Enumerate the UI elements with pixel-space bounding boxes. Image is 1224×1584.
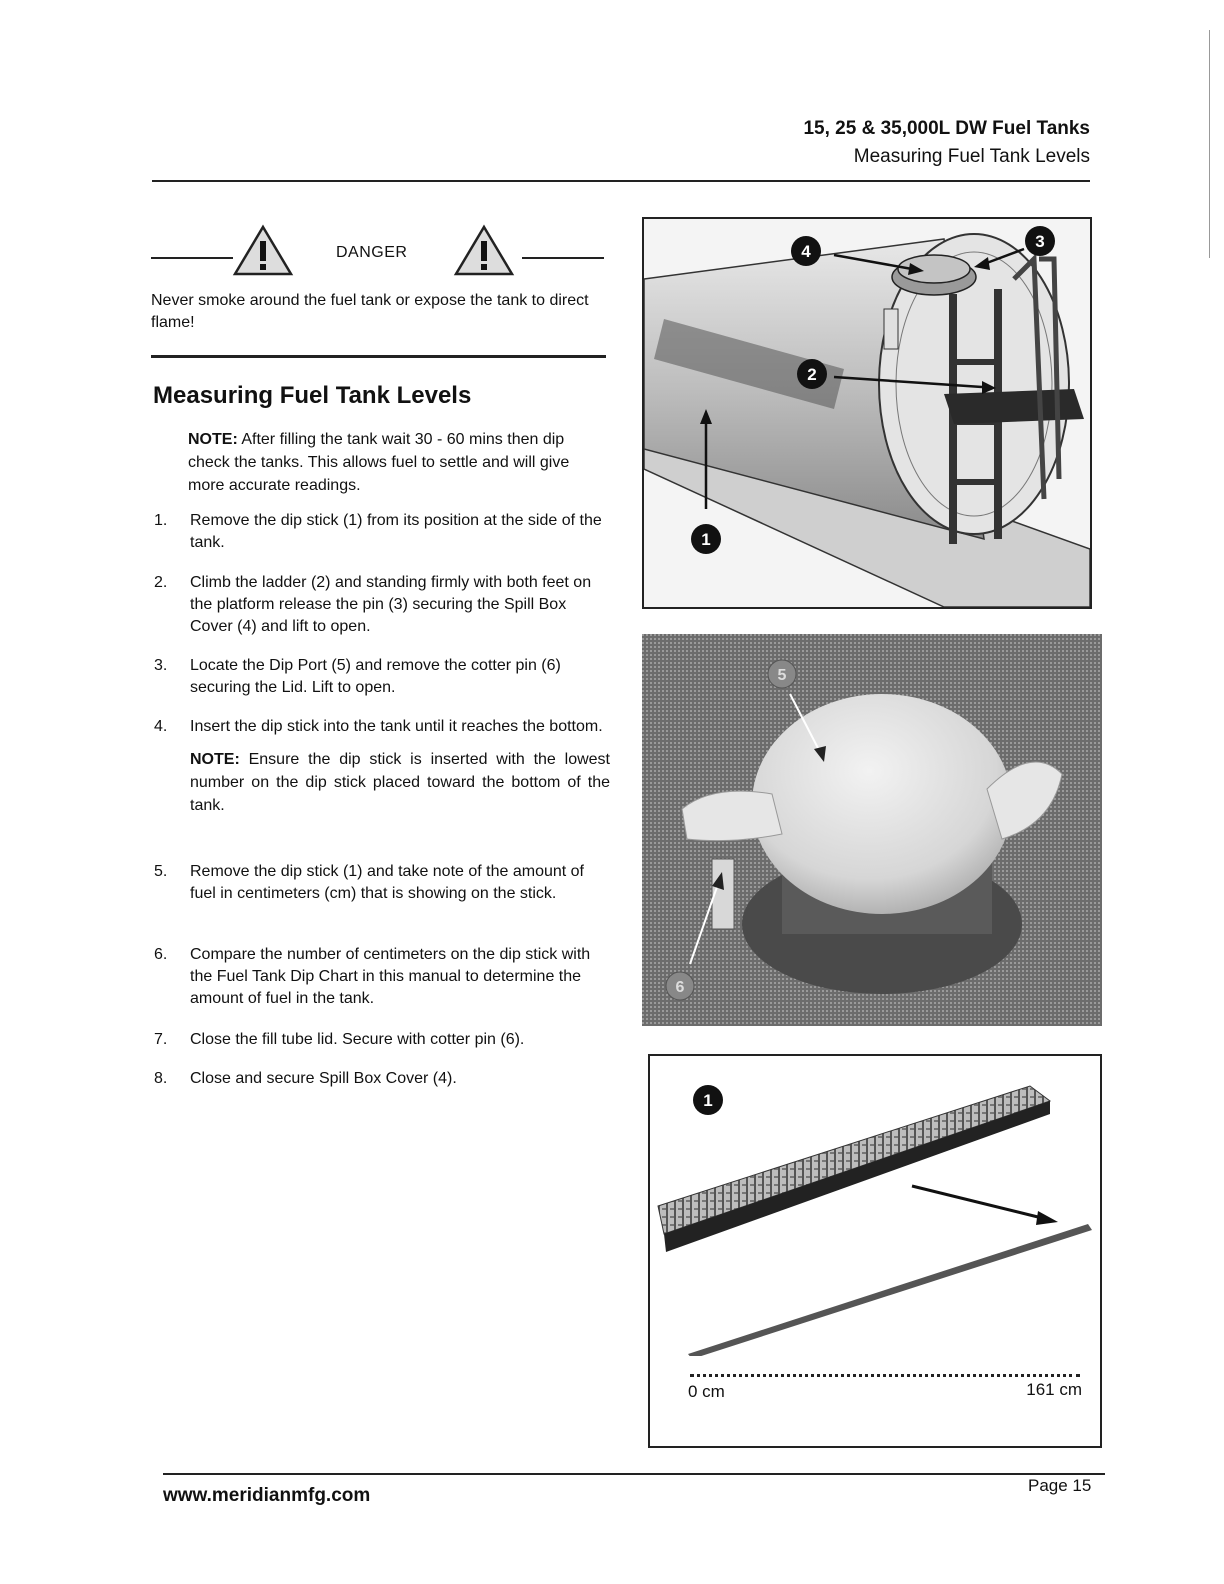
- warning-icon: [232, 224, 294, 276]
- footer-rule: [163, 1473, 1105, 1475]
- scale-min-label: 0 cm: [688, 1382, 725, 1401]
- step-text: Compare the number of centimeters on the dip stick with the Fuel Tank Dip Chart in this manual to determine the amount of fuel in the tank.: [190, 946, 591, 1007]
- step-5: [154, 861, 610, 905]
- step-7: [154, 1029, 610, 1051]
- step-number: 1.: [154, 512, 168, 529]
- callout-5: [768, 660, 796, 688]
- scale-max-label: 161 cm: [1026, 1380, 1082, 1399]
- callout-3: [1025, 226, 1055, 256]
- step-text: Remove the dip stick (1) from its position at the side of the tank.: [190, 512, 602, 551]
- footer-url[interactable]: www.meridianmfg.com: [163, 1485, 371, 1506]
- danger-label: DANGER: [336, 244, 408, 261]
- note-text: After filling the tank wait 30 - 60 mins then dip check the tanks. This allows fuel to settle and will give more accurate readings.: [188, 431, 570, 494]
- step-text: Insert the dip stick into the tank until it reaches the bottom.: [190, 718, 603, 735]
- step-6: [154, 944, 610, 1010]
- danger-line-left: [151, 257, 233, 259]
- tank-illustration: [644, 219, 1090, 607]
- page-number: Page 15: [1028, 1476, 1092, 1495]
- danger-rule: [151, 355, 606, 358]
- step-text: Climb the ladder (2) and standing firmly with both feet on the platform release the pin (3) securing the Spill Box Cover (4) and lift to open.: [190, 574, 592, 635]
- dip-port-photo: [642, 634, 1102, 1026]
- callout-4: [791, 236, 821, 266]
- callout-label: 3: [1035, 232, 1045, 251]
- danger-line-right: [522, 257, 604, 259]
- callout-label: 1: [703, 1091, 713, 1110]
- document-subtitle: Measuring Fuel Tank Levels: [853, 146, 1090, 167]
- callout-label: 5: [777, 667, 787, 684]
- step-number: 8.: [154, 1070, 168, 1087]
- note-after-filling: [188, 428, 608, 497]
- scan-edge-line: [1209, 30, 1210, 258]
- step-number: 3.: [154, 657, 168, 674]
- step-number: 6.: [154, 946, 168, 963]
- callout-label: 6: [675, 979, 685, 996]
- note-text: Ensure the dip stick is inserted with the lowest number on the dip stick placed toward the bottom of the tank.: [190, 751, 610, 814]
- document-title: 15, 25 & 35,000L DW Fuel Tanks: [803, 118, 1090, 139]
- step-text: Locate the Dip Port (5) and remove the cotter pin (6) securing the Lid. Lift to open.: [190, 657, 561, 696]
- step-text: Close and secure Spill Box Cover (4).: [190, 1070, 457, 1087]
- step-text: Close the fill tube lid. Secure with cotter pin (6).: [190, 1031, 525, 1048]
- step-number: 5.: [154, 863, 168, 880]
- step-3: [154, 655, 610, 699]
- section-title: Measuring Fuel Tank Levels: [153, 382, 472, 409]
- step-8: [154, 1068, 610, 1090]
- warning-icon: [453, 224, 515, 276]
- dip-stick-illustration: [650, 1056, 1100, 1356]
- note-label: NOTE:: [188, 431, 238, 448]
- step-number: 4.: [154, 718, 168, 735]
- step-1: [154, 510, 610, 554]
- dip-stick-figure: [648, 1054, 1102, 1448]
- callout-label: 4: [801, 242, 811, 261]
- step-text: Remove the dip stick (1) and take note of the amount of fuel in centimeters (cm) that is showing on the stick.: [190, 863, 584, 902]
- step-4: [154, 716, 610, 738]
- note-dip-stick: [190, 748, 610, 817]
- callout-label: 2: [807, 365, 817, 384]
- step-number: 2.: [154, 574, 168, 591]
- tank-overview-figure: [642, 217, 1092, 609]
- step-number: 7.: [154, 1031, 168, 1048]
- callout-1: [693, 1085, 723, 1115]
- callout-2: [797, 359, 827, 389]
- step-2: [154, 572, 610, 638]
- callout-1: [691, 524, 721, 554]
- scale-dotted-line: [690, 1374, 1080, 1377]
- note-label: NOTE:: [190, 751, 240, 768]
- danger-text: Never smoke around the fuel tank or expose the tank to direct flame!: [151, 292, 589, 331]
- header-rule: [152, 180, 1090, 182]
- dip-port-figure: [642, 634, 1102, 1026]
- callout-label: 1: [701, 530, 711, 549]
- callout-6: [666, 972, 694, 1000]
